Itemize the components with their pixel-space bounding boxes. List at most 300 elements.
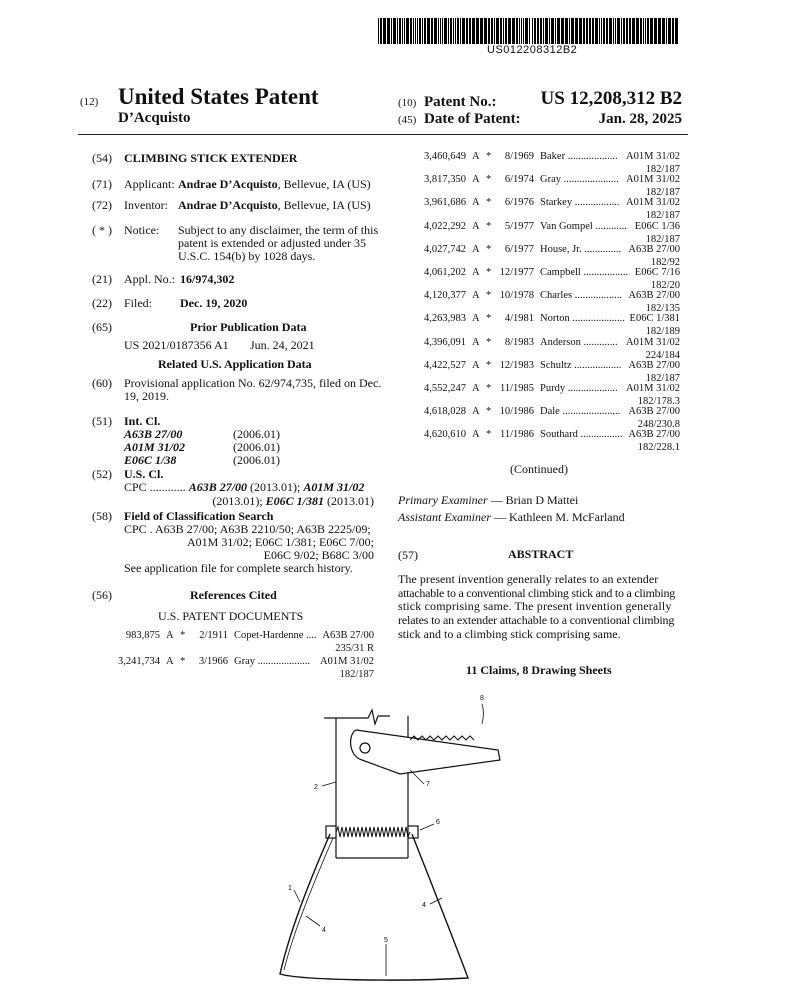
ref-date: 5/1977 bbox=[504, 220, 534, 232]
date-label: Date of Patent: bbox=[424, 111, 521, 127]
field-line-2: A01M 31/02; E06C 1/381; E06C 7/00; bbox=[186, 535, 374, 549]
barcode-bar bbox=[672, 18, 674, 44]
leader-4b bbox=[430, 898, 442, 904]
int-cl-class: A01M 31/02 bbox=[124, 440, 186, 454]
code-58: (58) bbox=[92, 509, 112, 523]
barcode-bar bbox=[419, 18, 421, 44]
cpc-label: CPC ............ bbox=[124, 480, 186, 494]
barcode-bar bbox=[636, 18, 639, 44]
int-cl-version: (2006.01) bbox=[233, 440, 280, 454]
ref-subclass: 235/31 R bbox=[335, 643, 374, 654]
ref-kind: A bbox=[472, 243, 480, 255]
leader-4a bbox=[306, 916, 320, 926]
barcode-bar bbox=[545, 18, 548, 44]
barcode-bar bbox=[583, 18, 585, 44]
ref-name: Anderson ............. bbox=[540, 336, 618, 348]
barcode-bar bbox=[650, 18, 653, 44]
ref-number: 4,552,247 bbox=[424, 383, 466, 394]
applicant-line bbox=[178, 177, 371, 192]
prior-pub-heading: Prior Publication Data bbox=[190, 320, 307, 334]
barcode-bar bbox=[406, 18, 409, 44]
ref-date: 3/1966 bbox=[198, 656, 228, 667]
barcode-number: US012208312B2 bbox=[487, 44, 578, 56]
field-line-3: E06C 9/02; B68C 3/00 bbox=[263, 548, 374, 562]
barcode-bar bbox=[569, 18, 570, 44]
assistant-examiner-label: Assistant Examiner bbox=[398, 510, 491, 524]
barcode-bar bbox=[609, 18, 612, 44]
barcode-bar bbox=[592, 18, 594, 44]
barcode-bar bbox=[512, 18, 515, 44]
barcode-bar bbox=[431, 18, 433, 44]
barcode-bar bbox=[378, 18, 379, 44]
barcode-bar bbox=[586, 18, 588, 44]
code-52: (52) bbox=[92, 467, 112, 481]
barcode-bar bbox=[434, 18, 437, 44]
barcode-bar bbox=[571, 18, 574, 44]
barcode-bar bbox=[455, 18, 456, 44]
cpc-ver-b: (2013.01); bbox=[212, 494, 263, 508]
barcode-bar bbox=[442, 18, 443, 44]
ref-date: 6/1976 bbox=[504, 197, 534, 209]
reference-row bbox=[94, 630, 374, 658]
provisional-line-1: Provisional application No. 62/974,735, filed on Dec. bbox=[124, 376, 382, 390]
primary-examiner-label: Primary Examiner bbox=[398, 493, 488, 507]
barcode-bar bbox=[496, 18, 499, 44]
ref-name: Norton .................... bbox=[540, 313, 625, 325]
inventor-name: Andrae D’Acquisto bbox=[178, 198, 278, 212]
ref-number: 4,620,610 bbox=[424, 429, 466, 441]
ref-date: 8/1969 bbox=[504, 151, 534, 162]
ref-star: * bbox=[486, 429, 492, 441]
applicant-label: Applicant: bbox=[124, 177, 175, 191]
reference-row bbox=[94, 656, 374, 684]
label-4b: 4 bbox=[422, 902, 426, 909]
barcode-bar bbox=[540, 18, 542, 44]
ref-number: 4,263,983 bbox=[424, 313, 466, 325]
label-2: 2 bbox=[314, 784, 318, 791]
assistant-examiner-value: — Kathleen M. McFarland bbox=[494, 510, 625, 524]
ref-name: Southard ................ bbox=[540, 429, 623, 441]
ref-kind: A bbox=[472, 406, 480, 418]
cpc-line-1 bbox=[124, 480, 364, 495]
ref-kind: A bbox=[472, 429, 480, 441]
us-docs-heading: U.S. PATENT DOCUMENTS bbox=[158, 609, 304, 623]
ref-name: Charles .................. bbox=[540, 290, 622, 302]
abstract-line-5: stick and to a climbing stick comprising same. bbox=[398, 627, 621, 641]
barcode-bar bbox=[450, 18, 452, 44]
barcode-bar bbox=[565, 18, 568, 44]
barcode-bar bbox=[503, 18, 504, 44]
barcode-bar bbox=[402, 18, 403, 44]
ref-class: A63B 27/00 bbox=[628, 406, 680, 418]
barcode-bar bbox=[561, 18, 564, 44]
cpc-class-b: A01M 31/02 bbox=[303, 480, 365, 494]
inventor-location: , Bellevue, IA (US) bbox=[277, 198, 371, 212]
ref-subclass: 182/20 bbox=[650, 280, 680, 291]
int-cl-class: A63B 27/00 bbox=[124, 427, 183, 441]
ref-subclass: 182/187 bbox=[645, 372, 680, 384]
ref-date: 8/1983 bbox=[504, 336, 534, 348]
notice-line-3: U.S.C. 154(b) by 1028 days. bbox=[178, 249, 316, 263]
barcode-bar bbox=[427, 18, 430, 44]
cpc-line-2 bbox=[212, 494, 374, 509]
ref-name: Dale ...................... bbox=[540, 406, 621, 418]
ref-date: 2/1911 bbox=[199, 630, 228, 641]
barcode-bar bbox=[523, 18, 524, 44]
ref-number: 3,460,649 bbox=[424, 151, 466, 162]
appl-value: 16/974,302 bbox=[180, 272, 235, 286]
ref-star: * bbox=[486, 290, 492, 302]
abstract-line-3: stick comprising same. The present invention generally bbox=[398, 599, 672, 613]
ref-class: A63B 27/00 bbox=[628, 243, 680, 255]
ref-star: * bbox=[486, 174, 492, 186]
barcode-bar bbox=[525, 18, 528, 44]
barcode-bar bbox=[448, 18, 449, 44]
int-cl-version: (2006.01) bbox=[233, 427, 280, 441]
barcode-bar bbox=[557, 18, 560, 44]
barcode-bar bbox=[476, 18, 479, 44]
ref-kind: A bbox=[472, 359, 480, 371]
ref-subclass: 182/187 bbox=[645, 210, 680, 222]
ref-star: * bbox=[180, 630, 186, 641]
barcode-bar bbox=[472, 18, 475, 44]
label-7: 7 bbox=[426, 781, 430, 788]
continued-label: (Continued) bbox=[510, 462, 568, 476]
barcode-bar bbox=[621, 18, 622, 44]
ref-date: 4/1981 bbox=[504, 313, 534, 325]
barcode-bar bbox=[654, 18, 657, 44]
barcode-bar bbox=[549, 18, 550, 44]
ref-class: E06C 1/36 bbox=[634, 220, 680, 232]
barcode-bar bbox=[508, 18, 511, 44]
prior-pub-date: Jun. 24, 2021 bbox=[250, 338, 315, 352]
ref-subclass: 182/187 bbox=[645, 233, 680, 245]
ref-star: * bbox=[486, 220, 492, 232]
representative-drawing bbox=[270, 690, 510, 990]
primary-examiner-value: — Brian D Mattei bbox=[490, 493, 579, 507]
date-value: Jan. 28, 2025 bbox=[598, 111, 682, 127]
ref-number: 983,875 bbox=[125, 630, 160, 641]
field-line-4: See application file for complete search history. bbox=[124, 561, 353, 575]
cpc-ver-a: (2013.01); bbox=[250, 480, 301, 494]
ref-date: 12/1977 bbox=[499, 267, 534, 278]
ref-subclass: 182/228.1 bbox=[637, 442, 680, 454]
ref-class: A01M 31/02 bbox=[626, 174, 680, 186]
ref-class: A01M 31/02 bbox=[626, 151, 680, 162]
code-60: (60) bbox=[92, 376, 112, 390]
ref-star: * bbox=[180, 656, 186, 667]
barcode-bar bbox=[410, 18, 412, 44]
inventor-line bbox=[178, 198, 371, 213]
barcode-bar bbox=[440, 18, 441, 44]
ref-date: 12/1983 bbox=[499, 359, 534, 371]
prior-pub-number: US 2021/0187356 A1 bbox=[124, 338, 229, 352]
barcode-bar bbox=[613, 18, 614, 44]
inventor-label: Inventor: bbox=[124, 198, 168, 212]
int-cl-class: E06C 1/38 bbox=[124, 453, 177, 467]
ref-star: * bbox=[486, 267, 492, 278]
barcode-bar bbox=[462, 18, 465, 44]
barcode-bar bbox=[404, 18, 405, 44]
barcode-bar bbox=[555, 18, 556, 44]
doc-code-12: (12) bbox=[80, 96, 99, 108]
ref-kind: A bbox=[472, 313, 480, 325]
ref-subclass: 182/178.3 bbox=[637, 396, 680, 407]
ref-number: 4,022,292 bbox=[424, 220, 466, 232]
filed-value: Dec. 19, 2020 bbox=[180, 296, 248, 310]
barcode-bar bbox=[647, 18, 649, 44]
ref-kind: A bbox=[472, 220, 480, 232]
leader-2 bbox=[322, 782, 336, 786]
barcode-bar bbox=[521, 18, 522, 44]
ref-number: 4,396,091 bbox=[424, 336, 466, 348]
barcode-bar bbox=[595, 18, 598, 44]
code-51: (51) bbox=[92, 414, 112, 428]
provisional-line-2: 19, 2019. bbox=[124, 389, 169, 403]
ref-subclass: 182/189 bbox=[645, 326, 680, 338]
barcode-bar bbox=[413, 18, 414, 44]
barcode-bar bbox=[444, 18, 447, 44]
ref-class: A63B 27/00 bbox=[628, 290, 680, 302]
notice-label: Notice: bbox=[124, 223, 160, 237]
barcode-bar bbox=[500, 18, 502, 44]
ref-name: House, Jr. .............. bbox=[540, 243, 622, 255]
cpc-ver-c: (2013.01) bbox=[327, 494, 374, 508]
label-6: 6 bbox=[436, 819, 440, 826]
assistant-examiner bbox=[398, 510, 625, 525]
barcode-bar bbox=[529, 18, 530, 44]
ref-number: 4,422,527 bbox=[424, 359, 466, 371]
ref-star: * bbox=[486, 197, 492, 209]
barcode-bar bbox=[494, 18, 495, 44]
ref-class: A63B 27/00 bbox=[628, 429, 680, 441]
barcode-bar bbox=[629, 18, 631, 44]
barcode bbox=[378, 18, 680, 44]
barcode-bar bbox=[575, 18, 578, 44]
ref-number: 4,061,202 bbox=[424, 267, 466, 278]
code-notice: ( * ) bbox=[92, 223, 112, 237]
ref-name: Copet-Hardenne .... bbox=[234, 630, 317, 641]
ref-kind: A bbox=[472, 197, 480, 209]
cpc-class-a: A63B 27/00 bbox=[188, 480, 248, 494]
ref-class: A63B 27/00 bbox=[322, 630, 374, 641]
barcode-bar bbox=[589, 18, 591, 44]
barcode-bar bbox=[599, 18, 600, 44]
code-22: (22) bbox=[92, 296, 112, 310]
spring-left-cap bbox=[326, 826, 336, 838]
header-rule bbox=[78, 134, 688, 135]
barcode-bar bbox=[380, 18, 382, 44]
code-71: (71) bbox=[92, 177, 112, 191]
barcode-bar bbox=[460, 18, 461, 44]
barcode-bar bbox=[532, 18, 533, 44]
ref-class: A01M 31/02 bbox=[320, 656, 374, 667]
inventor-short: D’Acquisto bbox=[118, 110, 191, 126]
barcode-bar bbox=[505, 18, 507, 44]
ref-kind: A bbox=[166, 656, 174, 667]
ref-name: Gray .................... bbox=[234, 656, 311, 667]
ref-star: * bbox=[486, 151, 492, 162]
ref-number: 4,027,742 bbox=[424, 243, 466, 255]
applicant-name: Andrae D’Acquisto bbox=[178, 177, 278, 191]
ref-name: Baker ................... bbox=[540, 151, 618, 162]
ref-subclass: 182/135 bbox=[645, 303, 680, 315]
ref-subclass: 182/92 bbox=[650, 256, 680, 268]
barcode-bar bbox=[666, 18, 667, 44]
ref-class: A01M 31/02 bbox=[626, 336, 680, 348]
barcode-bar bbox=[424, 18, 426, 44]
ref-number: 4,618,028 bbox=[424, 406, 466, 418]
ref-kind: A bbox=[472, 267, 480, 278]
ref-star: * bbox=[486, 406, 492, 418]
ref-date: 6/1977 bbox=[504, 243, 534, 255]
barcode-bar bbox=[383, 18, 386, 44]
ref-star: * bbox=[486, 243, 492, 255]
strap bbox=[280, 834, 468, 980]
ref-class: E06C 7/16 bbox=[634, 267, 680, 278]
ref-subclass: 182/187 bbox=[339, 669, 374, 680]
code-21: (21) bbox=[92, 272, 112, 286]
field-line-1: CPC . A63B 27/00; A63B 2210/50; A63B 2225/09; bbox=[124, 522, 371, 536]
barcode-bar bbox=[623, 18, 625, 44]
barcode-bar bbox=[417, 18, 418, 44]
ref-date: 6/1974 bbox=[504, 174, 534, 186]
code-57: (57) bbox=[398, 548, 418, 562]
barcode-bar bbox=[457, 18, 459, 44]
related-heading: Related U.S. Application Data bbox=[158, 357, 312, 371]
label-4a: 4 bbox=[322, 927, 326, 934]
patent-no-value: US 12,208,312 B2 bbox=[540, 88, 682, 109]
ref-name: Gray ..................... bbox=[540, 174, 619, 186]
ref-kind: A bbox=[472, 336, 480, 348]
barcode-bar bbox=[491, 18, 493, 44]
barcode-bar bbox=[645, 18, 646, 44]
patent-title-heading: United States Patent bbox=[118, 84, 319, 109]
notice-line-1: Subject to any disclaimer, the term of this bbox=[178, 223, 379, 237]
ref-kind: A bbox=[472, 290, 480, 302]
ref-date: 10/1978 bbox=[499, 290, 534, 302]
barcode-bar bbox=[399, 18, 401, 44]
int-cl-label: Int. Cl. bbox=[124, 414, 161, 428]
ref-kind: A bbox=[472, 383, 480, 394]
ref-kind: A bbox=[472, 174, 480, 186]
leader-1 bbox=[294, 890, 300, 902]
ref-star: * bbox=[486, 359, 492, 371]
references-heading: References Cited bbox=[190, 588, 277, 602]
barcode-bar bbox=[519, 18, 520, 44]
strap-inner bbox=[284, 838, 333, 970]
code-65: (65) bbox=[92, 320, 112, 334]
barcode-bar bbox=[438, 18, 439, 44]
ref-class: A01M 31/02 bbox=[626, 383, 680, 394]
claims-summary: 11 Claims, 8 Drawing Sheets bbox=[466, 663, 612, 677]
barcode-bar bbox=[534, 18, 536, 44]
ref-number: 4,120,377 bbox=[424, 290, 466, 302]
barcode-bar bbox=[662, 18, 665, 44]
doc-code-45: (45) bbox=[398, 114, 417, 126]
filed-label: Filed: bbox=[124, 296, 153, 310]
barcode-bar bbox=[422, 18, 423, 44]
leader-8 bbox=[482, 704, 484, 724]
int-cl-version: (2006.01) bbox=[233, 453, 280, 467]
ref-number: 3,817,350 bbox=[424, 174, 466, 186]
code-56: (56) bbox=[92, 588, 112, 602]
barcode-bar bbox=[387, 18, 390, 44]
ref-date: 11/1986 bbox=[499, 429, 534, 441]
barcode-bar bbox=[601, 18, 602, 44]
ref-date: 10/1986 bbox=[499, 406, 534, 418]
barcode-bar bbox=[537, 18, 539, 44]
ref-subclass: 182/187 bbox=[645, 164, 680, 175]
ref-subclass: 182/187 bbox=[645, 187, 680, 199]
ref-name: Starkey ................. bbox=[540, 197, 620, 209]
code-54: (54) bbox=[92, 151, 112, 165]
barcode-bar bbox=[643, 18, 644, 44]
ref-name: Van Gompel ............ bbox=[540, 220, 627, 232]
abstract-line-2: attachable to a conventional climbing stick and to a climbing bbox=[398, 586, 675, 600]
ref-date: 11/1985 bbox=[499, 383, 534, 394]
invention-title: CLIMBING STICK EXTENDER bbox=[124, 151, 298, 165]
ref-name: Campbell ................. bbox=[540, 267, 629, 278]
barcode-bar bbox=[415, 18, 416, 44]
notice-line-2: patent is extended or adjusted under 35 bbox=[178, 236, 366, 250]
barcode-bar bbox=[658, 18, 661, 44]
doc-code-10: (10) bbox=[398, 97, 417, 109]
label-8: 8 bbox=[480, 695, 484, 702]
ref-star: * bbox=[486, 383, 492, 394]
code-72: (72) bbox=[92, 198, 112, 212]
leader-6 bbox=[420, 824, 434, 830]
ref-star: * bbox=[486, 336, 492, 348]
applicant-location: , Bellevue, IA (US) bbox=[277, 177, 371, 191]
barcode-bar bbox=[391, 18, 392, 44]
barcode-bar bbox=[551, 18, 554, 44]
us-cl-label: U.S. Cl. bbox=[124, 467, 164, 481]
cpc-class-c: E06C 1/381 bbox=[265, 494, 324, 508]
barcode-bar bbox=[632, 18, 635, 44]
barcode-bar bbox=[516, 18, 518, 44]
reference-row bbox=[400, 429, 680, 457]
barcode-bar bbox=[543, 18, 544, 44]
barcode-bar bbox=[615, 18, 616, 44]
barcode-bar bbox=[640, 18, 642, 44]
spring-coil bbox=[336, 827, 410, 837]
barcode-bar bbox=[453, 18, 454, 44]
barcode-bar bbox=[393, 18, 396, 44]
ref-class: E06C 1/381 bbox=[629, 313, 680, 325]
ref-name: Schultz .................. bbox=[540, 359, 622, 371]
ref-class: A63B 27/00 bbox=[628, 359, 680, 371]
barcode-bar bbox=[469, 18, 471, 44]
barcode-bar bbox=[579, 18, 582, 44]
ref-number: 3,961,686 bbox=[424, 197, 466, 209]
barcode-bar bbox=[626, 18, 628, 44]
label-1: 1 bbox=[288, 885, 292, 892]
ref-name: Purdy ................... bbox=[540, 383, 618, 394]
barcode-bar bbox=[488, 18, 490, 44]
barcode-bar bbox=[617, 18, 620, 44]
ref-subclass: 248/230.8 bbox=[637, 419, 680, 431]
abstract-heading: ABSTRACT bbox=[508, 547, 574, 561]
abstract-line-1: The present invention generally relates to an extender bbox=[398, 572, 659, 586]
barcode-bar bbox=[484, 18, 487, 44]
ref-class: A01M 31/02 bbox=[626, 197, 680, 209]
abstract-line-4: relates to an extender attachable to a conventional climbing bbox=[398, 613, 675, 627]
barcode-bar bbox=[603, 18, 605, 44]
ref-subclass: 224/184 bbox=[645, 349, 680, 361]
barcode-bar bbox=[466, 18, 468, 44]
barcode-bar bbox=[397, 18, 398, 44]
